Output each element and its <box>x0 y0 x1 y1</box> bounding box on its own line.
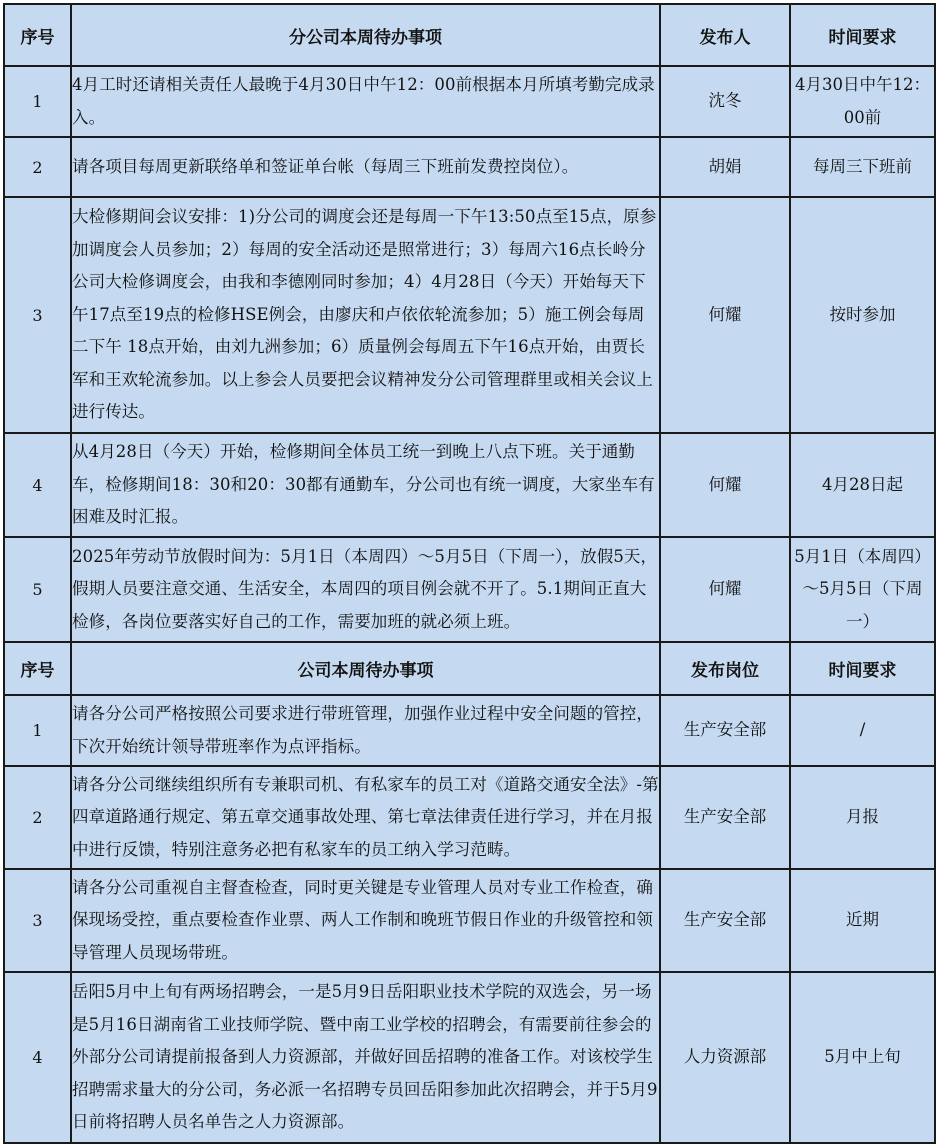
section1-header-time: 时间要求 <box>790 4 935 66</box>
table-row <box>4 197 935 433</box>
row-time: 4月28日起 <box>790 433 935 537</box>
section1-header-no: 序号 <box>4 4 71 66</box>
section2-header-item: 公司本周待办事项 <box>71 642 660 695</box>
row-time: 月报 <box>790 766 935 869</box>
todo-document <box>3 3 934 1142</box>
section2-header-time: 时间要求 <box>790 642 935 695</box>
row-time: 5月中上旬 <box>790 972 935 1143</box>
row-number: 1 <box>4 695 71 766</box>
section1-header-item: 分公司本周待办事项 <box>71 4 660 66</box>
row-number: 5 <box>4 537 71 642</box>
row-time: 每周三下班前 <box>790 137 935 197</box>
row-time: 4月30日中午12：00前 <box>790 66 935 137</box>
table-row <box>4 869 935 972</box>
row-number: 3 <box>4 869 71 972</box>
table-row <box>4 137 935 197</box>
section2-header-row <box>4 642 935 695</box>
row-number: 2 <box>4 766 71 869</box>
section2-header-no: 序号 <box>4 642 71 695</box>
row-number: 4 <box>4 972 71 1143</box>
row-publisher: 生产安全部 <box>660 869 790 972</box>
row-content: 请各分公司重视自主督查检查，同时更关键是专业管理人员对专业工作检查，确保现场受控，重点要检查作业票、两人工作制和晚班节假日作业的升级管控和领导管理人员现场带班。 <box>71 869 660 972</box>
row-publisher: 何耀 <box>660 537 790 642</box>
row-content: 大检修期间会议安排：1)分公司的调度会还是每周一下午13:50点至15点，原参加调度会人员参加；2）每周的安全活动还是照常进行；3）每周六16点长岭分公司大检修调度会，由我和李德刚同时参加；4）4月28日（今天）开始每天下午17点至19点的检修HSE例会，由廖庆和卢依依轮流参加；5）施工例会每周二下午 18点开始，由刘九洲参加；6）质量例会每周五下午16点开始，由贾长军和王欢轮流参加。以上参会人员要把会议精神发分公司管理群里或相关会议上进行传达。 <box>71 197 660 433</box>
row-time: 近期 <box>790 869 935 972</box>
row-content: 请各分公司严格按照公司要求进行带班管理，加强作业过程中安全问题的管控，下次开始统计领导带班率作为点评指标。 <box>71 695 660 766</box>
table-row <box>4 766 935 869</box>
row-content: 请各项目每周更新联络单和签证单台帐（每周三下班前发费控岗位）。 <box>71 137 660 197</box>
row-publisher: 何耀 <box>660 433 790 537</box>
row-content: 请各分公司继续组织所有专兼职司机、有私家车的员工对《道路交通安全法》-第四章道路通行规定、第五章交通事故处理、第七章法律责任进行学习，并在月报中进行反馈，特别注意务必把有私家车的员工纳入学习范畴。 <box>71 766 660 869</box>
section2-header-publisher: 发布岗位 <box>660 642 790 695</box>
row-content: 4月工时还请相关责任人最晚于4月30日中午12：00前根据本月所填考勤完成录入。 <box>71 66 660 137</box>
row-number: 2 <box>4 137 71 197</box>
row-publisher: 生产安全部 <box>660 766 790 869</box>
todo-table <box>3 3 936 1144</box>
row-publisher: 生产安全部 <box>660 695 790 766</box>
row-content: 从4月28日（今天）开始，检修期间全体员工统一到晚上八点下班。关于通勤车，检修期间18：30和20：30都有通勤车，分公司也有统一调度，大家坐车有困难及时汇报。 <box>71 433 660 537</box>
table-row <box>4 537 935 642</box>
section1-header-row <box>4 4 935 66</box>
row-time: / <box>790 695 935 766</box>
row-number: 3 <box>4 197 71 433</box>
row-publisher: 胡娟 <box>660 137 790 197</box>
row-content: 岳阳5月中上旬有两场招聘会，一是5月9日岳阳职业技术学院的双选会，另一场是5月16日湖南省工业技师学院、暨中南工业学校的招聘会，有需要前往参会的外部分公司请提前报备到人力资源部，并做好回岳招聘的准备工作。对该校学生招聘需求量大的分公司，务必派一名招聘专员回岳阳参加此次招聘会，并于5月9日前将招聘人员名单告之人力资源部。 <box>71 972 660 1143</box>
row-number: 1 <box>4 66 71 137</box>
row-publisher: 人力资源部 <box>660 972 790 1143</box>
row-time: 5月1日（本周四）～5月5日（下周一） <box>790 537 935 642</box>
table-row <box>4 972 935 1143</box>
row-time: 按时参加 <box>790 197 935 433</box>
table-row <box>4 433 935 537</box>
row-number: 4 <box>4 433 71 537</box>
section1-header-publisher: 发布人 <box>660 4 790 66</box>
row-content: 2025年劳动节放假时间为：5月1日（本周四）～5月5日（下周一），放假5天，假期人员要注意交通、生活安全，本周四的项目例会就不开了。5.1期间正直大检修，各岗位要落实好自己的工作，需要加班的就必须上班。 <box>71 537 660 642</box>
row-publisher: 何耀 <box>660 197 790 433</box>
table-row <box>4 695 935 766</box>
table-row <box>4 66 935 137</box>
row-publisher: 沈冬 <box>660 66 790 137</box>
